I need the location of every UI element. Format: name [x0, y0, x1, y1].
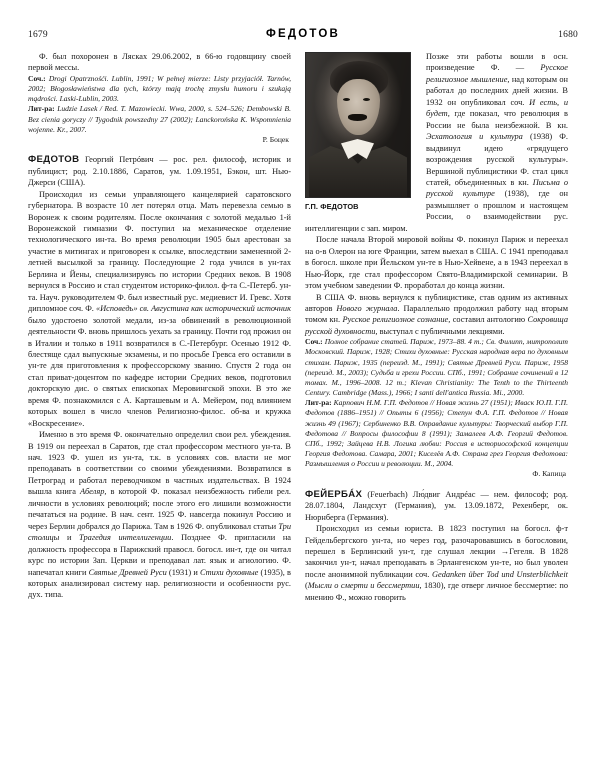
- portrait-eye-left: [343, 98, 350, 101]
- entry-spacer: [28, 145, 291, 154]
- paragraph-text: Происходил из семьи управляющего канцелярией саратовского губернатора. В возрасте 10 лет потерял отца. Мать перевезла семью в Воронеж к своим родителям. После окончания с золотой медалью 1-й Воронежской гимназии Ф. поступил на механическое отделение технологического ин-та. Во время революции 1905 был арестован за участие в митингах и приговорен к ссылке, впоследствии замененной 2-летней высылкой за границу. Последующие 2 года учился в ун-тах Берлина и Йены, специализируясь по истории Средних веков. В 1908 вернулся в Россию и стал студентом историко-филол. ф-та С.-Петерб. ун-та. Науч. руководителем Ф. был известный рус. медиевист И. Гревс. Хотя дипломное соч. Ф. «Исповедь» св. Августина как исторический источник было удостоено золотой медали, из-за обвинений в революционной деятельности Ф. вновь пришлось уехать за границу. Почти год прожил он в Италии и только в 1911 возвратился в С.-Петербург. Осенью 1912 Ф. блестяще сдал выпускные экзамены, и по просьбе Гревса его оставили в ун-те для приготовления к профессорскому званию. Спустя 2 года он стал приват-доцентом по кафедре истории Средних веков, подготовил докторскую дис. о святых епископах Меровингской эпохи. В это же время Ф. познакомился с А. Карташевым и А. Мейером, под влиянием которых вошел в число членов Религиозно-филос. об-ва и кружка «Воскресение».: [28, 189, 291, 428]
- entry-feuerbach-paragraph-1: [305, 523, 568, 603]
- paragraph-text: После начала Второй мировой войны Ф. покинул Париж и переехал на о-в Олерон на юге Франции, затем выехал в США. С 1941 преподавал в богосл. школе при Йельском ун-те в Нью-Хейвене, а в 1943 переехал в Нью-Йорк, где стал профессором Свято-Владимирской семинарии. В этом учебном заведении Ф. проработал до конца жизни.: [305, 235, 568, 291]
- work-title: Нового журнала: [336, 303, 398, 313]
- literature-label: Лит-ра:: [305, 398, 332, 408]
- entry-lead: — рос. рел. философ, историк и публицист; род. 2.10.1886, Саратов, ум. 1.09.1951, Бэкон, шт. Нью-Джерси (США).: [28, 155, 291, 188]
- prev-entry-signature: Р. Боцек: [262, 134, 289, 144]
- running-head: [28, 28, 578, 44]
- right-paragraph-2: [305, 234, 568, 291]
- folio-right: 1680: [558, 30, 578, 40]
- prev-entry-sources: [28, 74, 291, 104]
- entry-headword: ФЕДОТОВ: [28, 154, 80, 166]
- entry-fedotov-head: [28, 154, 291, 188]
- right-paragraph-3: [305, 292, 568, 338]
- work-title: Абеляр: [80, 487, 105, 497]
- paragraph-text: Именно в это время Ф. окончательно определил свои рел. убеждения. В 1919 он переехал в Саратов, где стал профессором местного ун-та. В нач. 1923 Ф. ушел из ун-та, т.к. в условиях сов. власти не мог преподавать в соответствии со своими убеждениями. Возвратился в Петроград и работал переводчиком в частных издательствах. В 1924 вышла книга Абеляр, в которой Ф. показал неизбежность гибели рел. личности в условиях революций; после этого его лишили возможности печататься на родине. В нач. сент. 1925 Ф. навсегда покинул Россию и через Берлин добрался до Парижа. Там в 1926 Ф. опубликовал статьи Три столицы и Трагедия интеллигенции. Позднее Ф. пригласили на должность профессора в Парижский правосл. богосл. ин-т, где он читал курс по истории Зап. Церкви и преподавал лат. язык и агиологию. Ф. напечатал книги Святые Древней Руси (1931) и Стихи духовные (1935), в которых анализировал систему нар. религиозности и особенности рус. дух. типа.: [28, 430, 292, 600]
- entry-paragraph-1: [28, 189, 291, 430]
- portrait-of-fedotov: [305, 52, 411, 198]
- running-head-title: ФЕДОТОВ: [265, 28, 340, 40]
- portrait-moustache: [348, 114, 367, 121]
- work-title: Три столицы: [28, 521, 291, 543]
- entry-paragraph-2: [28, 429, 291, 601]
- sources-text: Полное собрание статей. Париж, 1973–88. 4 т.; Св. Филипп, митрополит Московский. Париж, 1928; Стихи духовные: Русская народная вера по духовным стихам. Париж, 1935 (переизд. М., 1991); Святые Древней Руси. Париж, 1958 (переизд. М., 2003); Судьба и грехи России. СПб., 1991; Собрание сочинений в 12 томах. М., 1996–2008. 12 т.; Klevan Christianity: The Tenth to the Thirteenth Century. Cambridge (Mass.), 1966; I santi dell'antica Russia. Mi., 2000.: [305, 337, 568, 398]
- entry-person-name: Лю́двиг Андрéас: [412, 489, 476, 499]
- paragraph-text: Позже эти работы вошли в осн. произведение Ф. — Русское религиозное мышление, над которым он работал до последних дней жизни. В 1932 он опубликовал соч. И есть, и будет, где показал, что революция в России не была неизбежной. В кн. Эсхатология и культура (1938) Ф. выдвинул идею «грядущего возрождения русской культуры». Вершиной публицистики Ф. стал цикл статей, объединенных в кн. Письма о русской культуре (1938), где он размышляет о прошлом и настоящем России, о взаимодействии рус. интеллигенции с зап. миром.: [305, 52, 569, 233]
- work-title: Русское религиозное мышление: [426, 63, 568, 84]
- portrait-caption: Г.П. ФЕДОТОВ: [305, 202, 359, 211]
- portrait-block: [305, 52, 417, 211]
- literature-text: Карпович Н.М. Г.П. Федотов // Новая жизнь 27 (1951); Иваск Ю.П. Г.П. Федотов (1886–1951) // Опыты 6 (1956); Степун Ф.А. Г.П. Федотов // Новая жизнь 49 (1967); Сербиненко В.В. Оправдание культуры: Творческий выбор Г.П. Федотова // Вопросы философии 8 (1991); Замалеев А.Ф. Георгий Федотов. СПб., 1992; Зайцева Н.В. Логика любви: Россия в историософской концепции Георгия Федотова. Самара, 2001; Киселёв А.Ф. Страна грез Георгия Федотова: Размышления о России и революции. М., 2004.: [305, 398, 568, 469]
- prev-entry-tail: Ф. был похоронен в Лясках 29.06.2002, в 66-ю годовщину своей первой мессы.: [28, 52, 291, 73]
- column-left: [28, 51, 291, 751]
- work-title: Мысли о смерти и бессмертии: [307, 581, 420, 591]
- work-title: И есть, и будет: [426, 97, 569, 119]
- work-title: Стихи духовные: [199, 567, 259, 577]
- entry-spacer: [305, 480, 568, 489]
- folio-left: 1679: [28, 30, 48, 40]
- fedotov-signature: Ф. Капица: [532, 469, 566, 479]
- work-title: Письма о русской культуре: [426, 177, 569, 199]
- work-title: Святые Древней Руси: [88, 567, 167, 577]
- work-title: Gedanken über Tod und Unsterblichkeit: [431, 569, 568, 579]
- column-right: [305, 51, 568, 751]
- sources-label: Соч.:: [305, 337, 323, 347]
- prev-entry-literature: [28, 104, 291, 134]
- entry-lead: — нем. философ; род. 28.07.1804, Ландсхут (Германия), ум. 13.09.1872, Рехенберг, ок. Нюрнберга (Германия).: [305, 489, 568, 522]
- portrait-eye-right: [363, 98, 370, 101]
- work-title: Русское религиозное сознание: [342, 315, 449, 325]
- literature-label: Лит-ра:: [28, 104, 55, 114]
- fedotov-sources: [305, 337, 568, 398]
- paragraph-text: Происходил из семьи юриста. В 1823 поступил на богосл. ф-т Гейдельбергского ун-та, но через год, разочаровавшись в богословии, перешел в Берлинский ун-т, где слушал лекции →Гегеля. В 1828 закончил ун-т, начал преподавать в Эрлангенском ун-те, но был уволен после анонимной публикации соч. Gedanken über Tod und Unsterblichkeit (Мысли о смерти и бессмертии, 1830), где отверг личное бессмертие: по мнению Ф., можно говорить: [305, 524, 569, 602]
- paragraph-text: В США Ф. вновь вернулся к публицистике, став одним из активных авторов Нового журнала. Параллельно продолжил работу над вторым томом кн. Русское религиозное сознание, составил антологию Сокровища русской духовности, выступал с публичными лекциями.: [305, 292, 568, 336]
- work-title: Сокровища русской духовности: [305, 315, 568, 336]
- entry-person-name: Георгий Петрóвич: [84, 155, 154, 165]
- work-title: «Исповедь» св. Августина как исторический источник: [95, 304, 291, 314]
- work-title: Трагедия интеллигенции: [79, 533, 172, 543]
- work-title: Эсхатология и культура: [426, 132, 523, 142]
- entry-headword: ФЕЙЕРБÁХ: [305, 488, 363, 500]
- literature-text: Ludzie Lasek / Red. T. Mazowiecki. Wwa, 2000, s. 524–526; Dembowski B. Bez cienia goryczy // Tygodnik powszedny 27 (2002); Lanckorońska K. Wspomnienia wojenne. Kr., 2007.: [28, 104, 291, 134]
- entry-original-name: (Feuerbach): [367, 489, 408, 499]
- fedotov-literature: [305, 398, 568, 469]
- sources-text: Drogi Opatrznośći. Lublin, 1991; W pełnej mierze: Listy przyjaciół. Tarnów, 2002; Błogosławieństwa dla tych, którzy mają trochę zmysłu humoru i szukają mądrości. Laski-Lublin, 2003.: [28, 73, 291, 104]
- two-column-body: [28, 51, 578, 751]
- sources-label: Соч.:: [28, 73, 46, 83]
- entry-feuerbach-head: [305, 489, 568, 523]
